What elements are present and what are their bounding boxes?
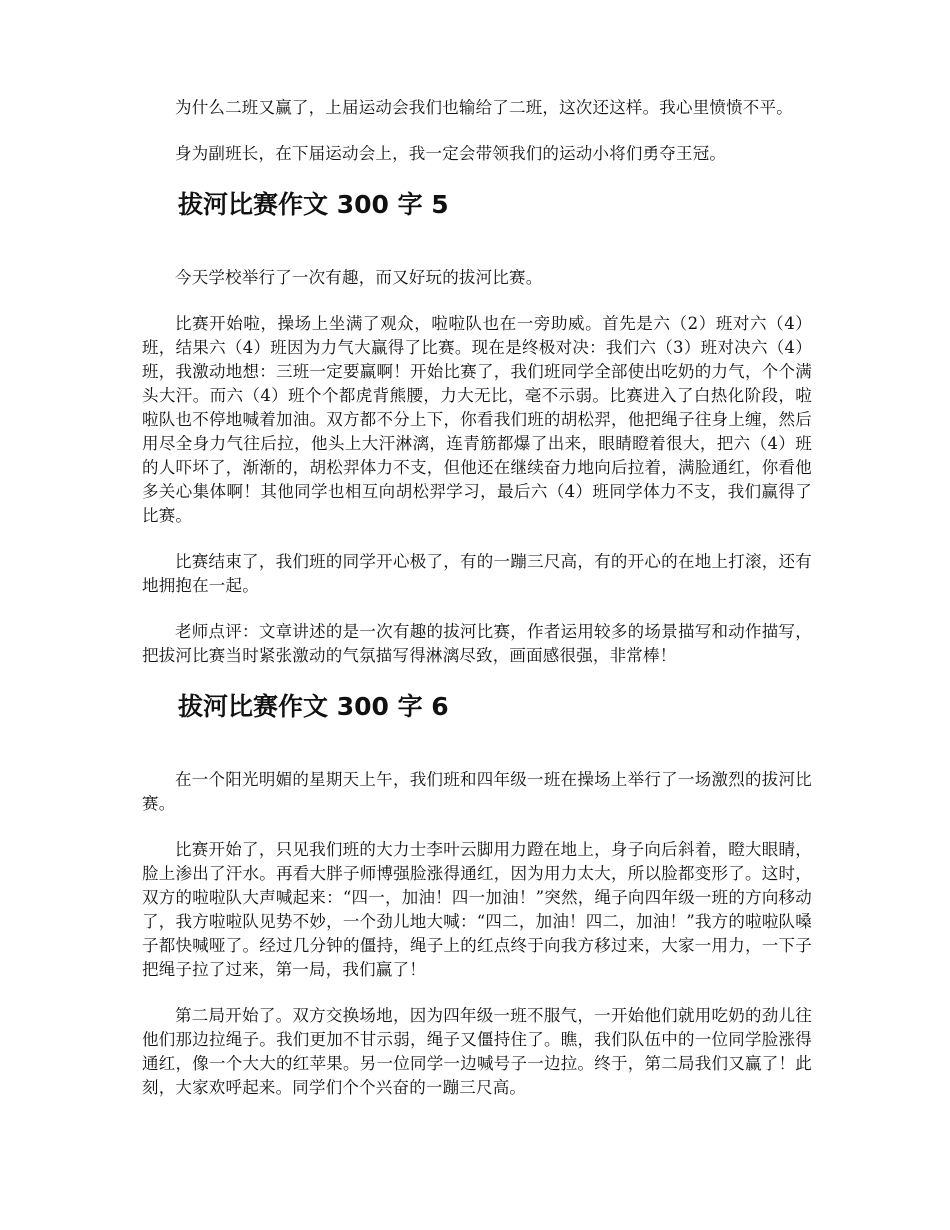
document-page bbox=[142, 96, 812, 1122]
section-paragraph: 比赛开始了，只见我们班的大力士李叶云脚用力蹬在地上，身子向后斜着，瞪大眼睛，脸上渗出了汗水。再看大胖子师博强脸涨得通红，因为用力太大，所以脸都变形了。这时，双方的啦啦队大声喊起来：“四一，加油！四一加油！”突然，绳子向四年级一班的方向移动了，我方啦啦队见势不妙，一个劲儿地大喊：“四二，加油！四二，加油！”我方的啦啦队嗓子都快喊哑了。经过几分钟的僵持，绳子上的红点终于向我方移过来，大家一用力，一下子把绳子拉了过来，第一局，我们赢了！ bbox=[142, 840, 812, 979]
essay-section-5 bbox=[142, 188, 812, 668]
intro-paragraph: 为什么二班又赢了，上届运动会我们也输给了二班，这次还这样。我心里愤愤不平。 bbox=[175, 98, 793, 117]
section-paragraph: 在一个阳光明媚的星期天上午，我们班和四年级一班在操场上举行了一场激烈的拔河比赛。 bbox=[142, 770, 812, 813]
section-paragraph: 今天学校举行了一次有趣，而又好玩的拔河比赛。 bbox=[175, 268, 543, 287]
intro-paragraph: 身为副班长，在下届运动会上，我一定会带领我们的运动小将们勇夺王冠。 bbox=[175, 144, 727, 163]
section-paragraph: 比赛结束了，我们班的同学开心极了，有的一蹦三尺高，有的开心的在地上打滚，还有地拥抱在一起。 bbox=[142, 552, 812, 595]
teacher-comment: 老师点评：文章讲述的是一次有趣的拔河比赛，作者运用较多的场景描写和动作描写，把拔河比赛当时紧张激动的气氛描写得淋漓尽致，画面感很强，非常棒！ bbox=[142, 622, 812, 665]
section-paragraph: 第二局开始了。双方交换场地，因为四年级一班不服气，一开始他们就用吃奶的劲儿往他们那边拉绳子。我们更加不甘示弱，绳子又僵持住了。瞧，我们队伍中的一位同学脸涨得通红，像一个大大的红苹果。另一位同学一边喊号子一边拉。终于，第二局我们又赢了！此刻，大家欢呼起来。同学们个个兴奋的一蹦三尺高。 bbox=[142, 1006, 812, 1097]
section-heading: 拔河比赛作文 300 字 5 bbox=[178, 190, 449, 219]
essay-section-6 bbox=[142, 690, 812, 1100]
section-paragraph: 比赛开始啦，操场上坐满了观众，啦啦队也在一旁助威。首先是六（2）班对六（4）班，结果六（4）班因为力气大赢得了比赛。现在是终极对决：我们六（3）班对决六（4）班，我激动地想：三班一定要赢啊！开始比赛了，我们班同学全部使出吃奶的力气，个个满头大汗。而六（4）班个个都虎背熊腰，力大无比，毫不示弱。比赛进入了白热化阶段，啦啦队也不停地喊着加油。双方都不分上下，你看我们班的胡松羿，他把绳子往身上缠，然后用尽全身力气往后拉，他头上大汗淋漓，连青筋都爆了出来，眼睛瞪着很大，把六（4）班的人吓坏了，渐渐的，胡松羿体力不支，但他还在继续奋力地向后拉着，满脸通红，你看他多关心集体啊！其他同学也相互向胡松羿学习，最后六（4）班同学体力不支，我们赢得了比赛。 bbox=[142, 314, 812, 525]
section-heading: 拔河比赛作文 300 字 6 bbox=[178, 692, 449, 721]
